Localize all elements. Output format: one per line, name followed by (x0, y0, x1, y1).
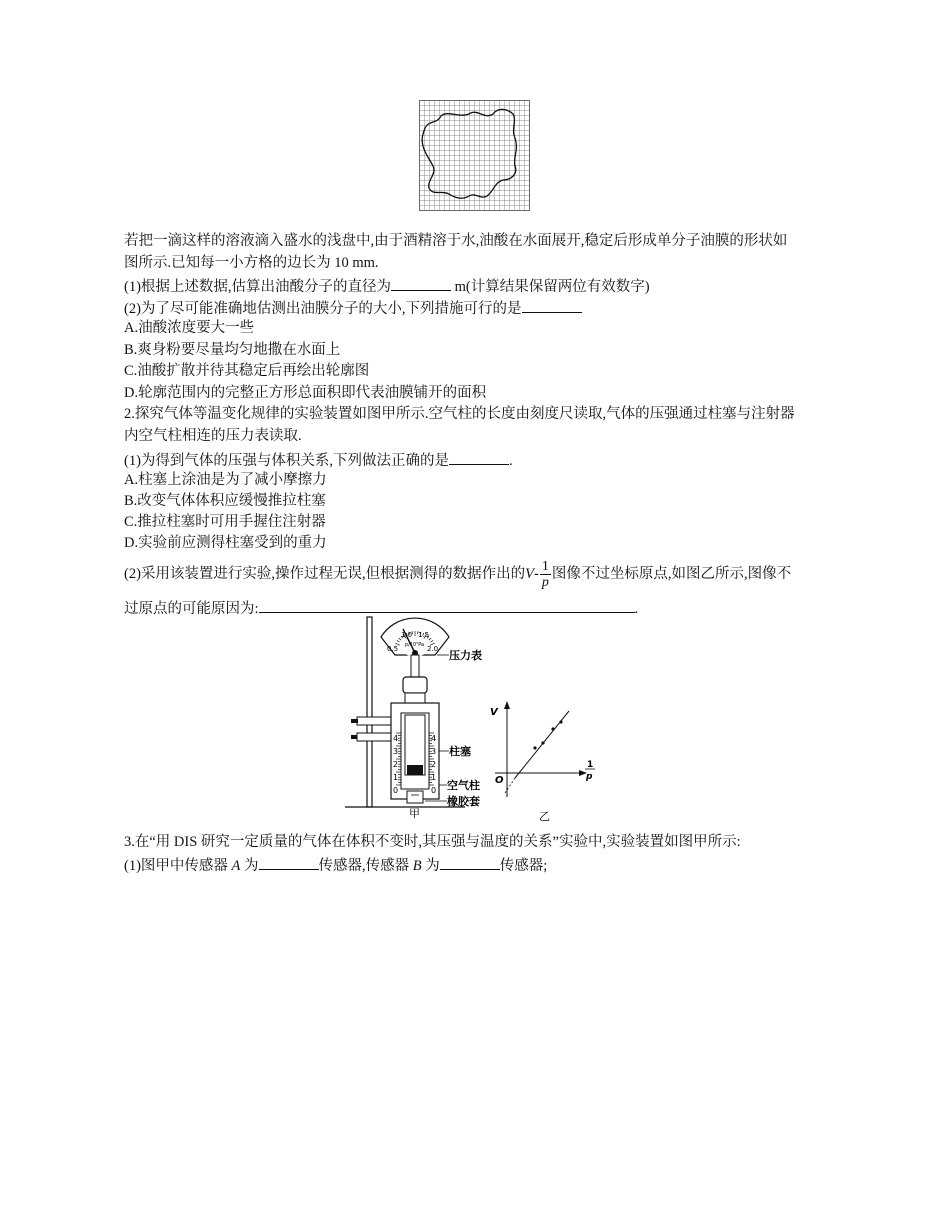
option-b: B.爽身粉要尽量均匀地撒在水面上 (124, 342, 341, 358)
period: . (509, 453, 513, 469)
option-a: A.油酸浓度要大一些 (124, 320, 255, 336)
gauge-unit-label: p/10⁵Pa (405, 642, 425, 648)
problem-2-line-1: 2.探究气体等温变化规律的实验装置如图甲所示.空气柱的长度由刻度尺读取,气体的压强通过柱塞与注射器 (124, 406, 795, 422)
scale-number-left: 2 (393, 760, 399, 769)
problem-2-question-2 (124, 558, 791, 590)
label-rubber-cap: 橡胶套 (447, 795, 480, 808)
problem-3-text-a: (1)图甲中传感器 (124, 858, 232, 874)
pressure-gauge (381, 618, 449, 657)
problem-3-question-1 (124, 854, 547, 877)
dash: - (534, 566, 539, 582)
gauge-tick-label: 0.5 (387, 645, 399, 653)
scale-number-left: 0 (393, 786, 399, 795)
scale-number-right: 2 (431, 760, 437, 769)
fraction-denominator: p (541, 575, 549, 591)
oil-film-grid-figure (419, 100, 531, 212)
label-air-column: 空气柱 (447, 779, 480, 792)
label-yi: 乙 (539, 810, 550, 823)
answer-blank-sensor-a[interactable] (259, 854, 319, 870)
fraction-numerator: 1 (541, 559, 549, 575)
v-inverse-p-graph (490, 701, 595, 823)
problem-3-text-e: 传感器; (499, 858, 548, 874)
axis-label-v: V (490, 707, 498, 718)
problem-3-line-1: 3.在“用 DIS 研究一定质量的气体在体积不变时,其压强与温度的关系”实验中,实验装置如图甲所示: (124, 834, 741, 850)
problem-2-option-b: B.改变气体体积应缓慢推拉柱塞 (124, 493, 326, 509)
sensor-a-label: A (231, 858, 241, 874)
gauge-tick-label: 1.5 (418, 631, 430, 639)
answer-blank-2[interactable] (522, 297, 582, 313)
gauge-tick-label: 1.0 (401, 631, 413, 639)
gauge-tick-label: 2.0 (427, 645, 439, 653)
problem-2-question-2-suffix: 图像不过坐标原点,如图乙所示,图像不 (551, 566, 792, 582)
scale-number-right: 1 (431, 773, 437, 782)
scale-number-right: 0 (431, 786, 437, 795)
question-2-text: (2)为了尽可能准确地估测出油膜分子的大小,下列措施可行的是 (124, 301, 522, 317)
question-1-line (124, 275, 650, 298)
label-plunger: 柱塞 (449, 745, 471, 758)
label-jia: 甲 (409, 807, 420, 820)
axis-label-o: O (495, 775, 504, 786)
period: . (634, 601, 639, 617)
problem-3-text-c: 传感器,传感器 (318, 858, 413, 874)
problem-2-question-1 (124, 449, 513, 472)
axis-label-x-denominator: p (586, 772, 593, 782)
answer-blank-sensor-b[interactable] (440, 854, 500, 870)
option-c: C.油酸扩散并待其稳定后再绘出轮廓图 (124, 363, 370, 379)
sensor-b-label: B (412, 858, 422, 874)
problem-2-line-2: 内空气柱相连的压力表读取. (124, 428, 302, 444)
stand-rod (367, 617, 372, 807)
question-1-prefix: (1)根据上述数据,估算出油酸分子的直径为 (124, 279, 392, 295)
fraction-one-over-p (540, 559, 551, 590)
paragraph-line-2: 图所示.已知每一小方格的边长为 10 mm. (124, 255, 379, 271)
problem-2-option-c: C.推拉柱塞时可用手握住注射器 (124, 514, 326, 530)
answer-blank-1[interactable] (391, 275, 451, 291)
paragraph-line-1: 若把一滴这样的溶液滴入盛水的浅盘中,由于酒精溶于水,油酸在水面展开,稳定后形成单分子油膜的形状如 (124, 233, 788, 249)
reason-prompt: 过原点的可能原因为: (124, 601, 259, 617)
apparatus-and-graph-figure (345, 615, 605, 827)
problem-2-question-1-text: (1)为得到气体的压强与体积关系,下列做法正确的是 (124, 453, 450, 469)
scale-number-left: 1 (393, 773, 399, 782)
label-pressure-gauge: 压力表 (449, 649, 482, 662)
var-v: V (525, 566, 535, 582)
scale-number-right: 3 (431, 747, 437, 756)
scale-number-right: 4 (431, 734, 437, 743)
problem-2-question-2-prefix: (2)采用该装置进行实验,操作过程无误,但根据测得的数据作出的 (124, 566, 526, 582)
option-d: D.轮廓范围内的完整正方形总面积即代表油膜铺开的面积 (124, 385, 487, 401)
problem-2-option-d: D.实验前应测得柱塞受到的重力 (124, 535, 327, 551)
answer-blank-4[interactable] (259, 597, 635, 613)
problem-2-option-a: A.柱塞上涂油是为了减小摩擦力 (124, 472, 327, 488)
axis-label-x-numerator: 1 (587, 760, 594, 770)
scale-number-left: 4 (393, 734, 399, 743)
question-2-line (124, 297, 582, 320)
problem-3-text-d: 为 (421, 858, 440, 874)
scale-number-left: 3 (393, 747, 399, 756)
question-1-suffix: m(计算结果保留两位有效数字) (451, 279, 650, 295)
answer-blank-3[interactable] (449, 449, 509, 465)
problem-3-text-b: 为 (240, 858, 259, 874)
